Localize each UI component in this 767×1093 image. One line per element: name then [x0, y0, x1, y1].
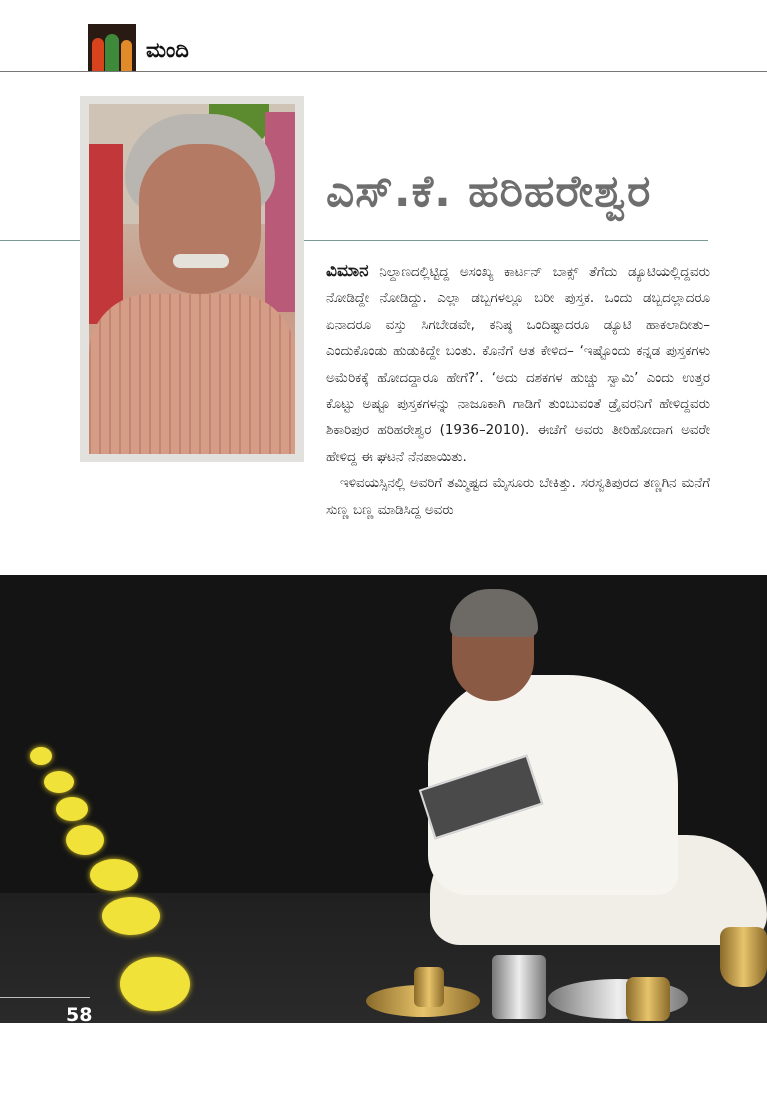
flower-garland: [90, 859, 138, 891]
portrait-mustache: [173, 254, 229, 268]
article-body: [326, 258, 710, 524]
ritual-photo: [0, 575, 767, 1023]
lead-word: ವಿಮಾನ: [326, 261, 369, 281]
flower-garland: [66, 825, 104, 855]
title-rule-left: [0, 240, 80, 241]
page-number-rule: [0, 997, 90, 998]
paragraph-2: ಇಳಿವಯಸ್ಸಿನಲ್ಲಿ ಅವರಿಗೆ ತಮ್ಮಿಷ್ಟದ ಮೈಸೂರು ಬೇಕಿತ್ತು. ಸರಸ್ವತಿಪುರದ ತಣ್ಣಗಿನ ಮನೆಗೆ ಸುಣ್ಣ ಬಣ್ಣ ಮಾಡಿಸಿದ್ದ ಅವರು: [326, 476, 710, 518]
flower-garland: [44, 771, 74, 793]
flower-garland: [102, 897, 160, 935]
logo-figure-2: [105, 34, 119, 72]
seated-man-hair: [450, 589, 538, 637]
portrait-red-object: [89, 144, 123, 324]
brass-lamp: [720, 927, 767, 987]
section-title: ಮಂದಿ: [146, 38, 189, 62]
flower-garland: [120, 957, 190, 1011]
page-header: [0, 0, 767, 74]
title-rule-right: [304, 240, 708, 241]
portrait-face: [139, 144, 261, 294]
portrait-frame: [80, 96, 304, 462]
paragraph-1-text: ನಿಲ್ದಾಣದಲ್ಲಿಟ್ಟಿದ್ದ ಅಸಂಖ್ಯ ಕಾರ್ಟನ್ ಬಾಕ್ಸ್ ತೆಗೆದು ಡ್ಯೂಟಿಯಲ್ಲಿದ್ದವರು ನೋಡಿದ್ದೇ ನೋಡಿದ್ದು. ಎಲ್ಲಾ ಡಬ್ಬಗಳಲ್ಲೂ ಬರೀ ಪುಸ್ತಕ. ಒಂದು ಡಬ್ಬದಲ್ಲಾದರೂ ಏನಾದರೂ ವಸ್ತು ಸಿಗಬೇಡವೇ, ಕನಿಷ್ಠ ಒಂದಿಷ್ಟಾದರೂ ಡ್ಯೂಟಿ ಹಾಕಲಾದೀತು– ಎಂದುಕೊಂಡು ಹುಡುಕಿದ್ದೇ ಬಂತು. ಕೊನೆಗೆ ಆತ ಕೇಳಿದ– ‘ಇಷ್ಟೊಂದು ಕನ್ನಡ ಪುಸ್ತಕಗಳು ಅಮೆರಿಕಕ್ಕೆ ಹೋದದ್ದಾರೂ ಹೇಗೆ?’. ‘ಅದು ದಶಕಗಳ ಹುಚ್ಚು ಸ್ವಾಮಿ’ ಎಂದು ಉತ್ತರ ಕೊಟ್ಟು ಅಷ್ಟೂ ಪುಸ್ತಕಗಳನ್ನು ನಾಜೂಕಾಗಿ ಗಾಡಿಗೆ ತುಂಬುವಂತೆ ಡ್ರೈವರನಿಗೆ ಹೇಳಿದ್ದವರು ಶಿಕಾರಿಪುರ ಹರಿಹರೇಶ್ವರ (1936–2010). ಈಚೆಗೆ ಅವರು ತೀರಿಹೋದಾಗ ಅವರೇ ಹೇಳಿದ್ದ ಈ ಘಟನೆ ನೆನಪಾಯಿತು.: [326, 265, 710, 465]
logo-figure-3: [121, 40, 132, 72]
flower-garland: [30, 747, 52, 765]
paragraph-1: [326, 258, 710, 471]
page-number: 58: [66, 1004, 93, 1026]
section-logo: [88, 24, 136, 72]
portrait-pink-object: [265, 112, 295, 312]
flower-garland: [56, 797, 88, 821]
portrait-shirt: [89, 294, 295, 454]
brass-pot: [626, 977, 670, 1021]
brass-cup: [414, 967, 444, 1007]
header-divider: [0, 71, 767, 72]
article-title: ಎಸ್.ಕೆ. ಹರಿಹರೇಶ್ವರ: [326, 166, 652, 217]
silver-tumbler: [492, 955, 546, 1019]
logo-figure-1: [92, 38, 104, 72]
portrait-photo: [89, 104, 295, 454]
